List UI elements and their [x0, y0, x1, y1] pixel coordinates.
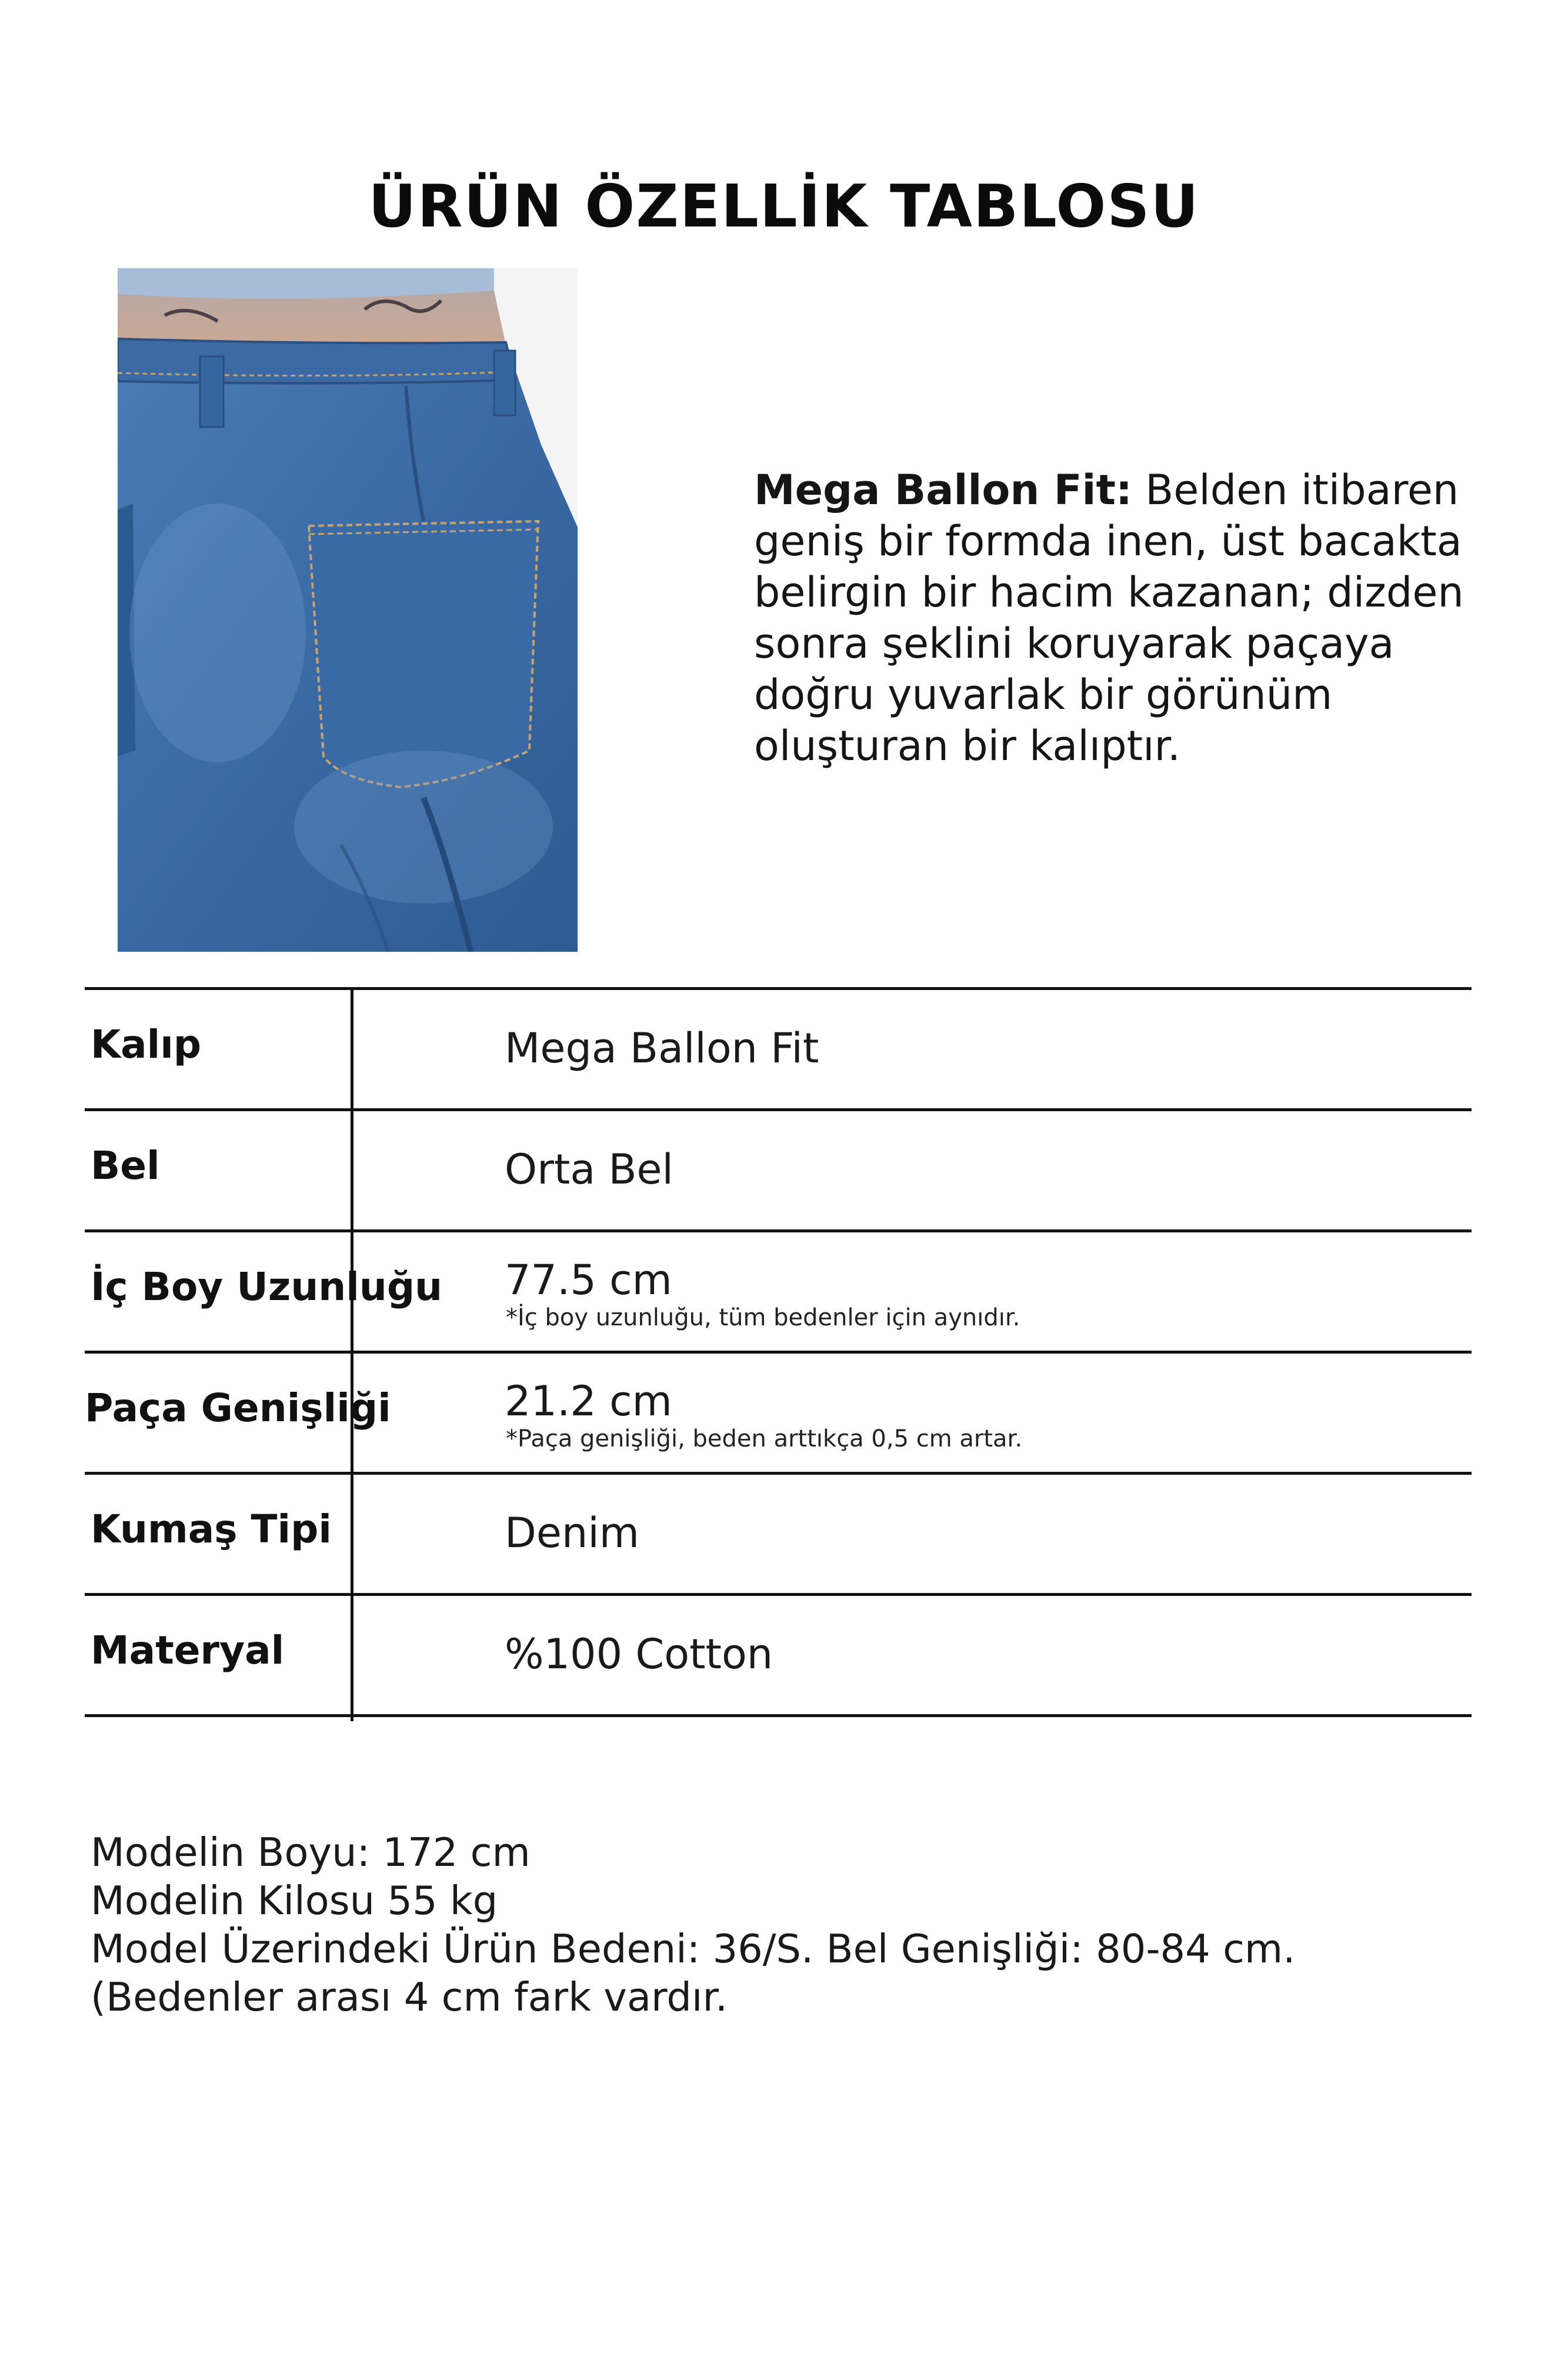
spec-note: *Paça genişliği, beden arttıkça 0,5 cm artar.: [506, 1425, 1023, 1452]
fit-description-text: Belden itibaren geniş bir formda inen, üst bacakta belirgin bir hacim kazanan; dizden sonra şeklini koruyarak paçaya doğru yuvarlak bir görünüm oluşturan bir kalıptır.: [754, 466, 1464, 770]
spec-label: Materyal: [91, 1628, 285, 1673]
spec-value: %100 Cotton: [505, 1630, 773, 1678]
model-size: Model Üzerindeki Ürün Bedeni: 36/S. Bel Genişliği: 80-84 cm. (Bedenler arası 4 cm fark vardır.: [91, 1926, 1296, 2020]
spec-row-kumas: [85, 1472, 1472, 1593]
model-weight: Modelin Kilosu 55 kg: [91, 1878, 498, 1924]
spec-label: Bel: [91, 1143, 160, 1188]
page-title: ÜRÜN ÖZELLİK TABLOSU: [368, 172, 1200, 241]
spec-value: Orta Bel: [505, 1145, 674, 1194]
spec-value: 77.5 cm: [505, 1256, 672, 1304]
spec-value: Mega Ballon Fit: [505, 1024, 819, 1072]
spec-value: Denim: [505, 1509, 639, 1557]
spec-value: 21.2 cm: [505, 1377, 672, 1425]
spec-label: Kalıp: [91, 1022, 202, 1067]
product-photo: [118, 268, 578, 952]
spec-row-materyal: [85, 1593, 1472, 1717]
fit-description-lead: Mega Ballon Fit:: [754, 466, 1132, 514]
fit-description: [754, 465, 1495, 772]
spec-label: Paça Genişliği: [85, 1385, 391, 1431]
spec-label: İç Boy Uzunluğu: [91, 1264, 443, 1309]
spec-table: [85, 987, 1472, 1717]
spec-label: Kumaş Tipi: [91, 1507, 332, 1552]
model-info: [91, 1828, 1490, 2021]
spec-row-ic-boy: [85, 1229, 1472, 1351]
spec-row-paca: [85, 1351, 1472, 1472]
model-height: Modelin Boyu: 172 cm: [91, 1829, 531, 1875]
spec-row-kalip: [85, 987, 1472, 1108]
spec-note: *İç boy uzunluğu, tüm bedenler için aynıdır.: [506, 1304, 1020, 1331]
spec-row-bel: [85, 1108, 1472, 1229]
denim-back-pocket-image: [118, 268, 578, 952]
